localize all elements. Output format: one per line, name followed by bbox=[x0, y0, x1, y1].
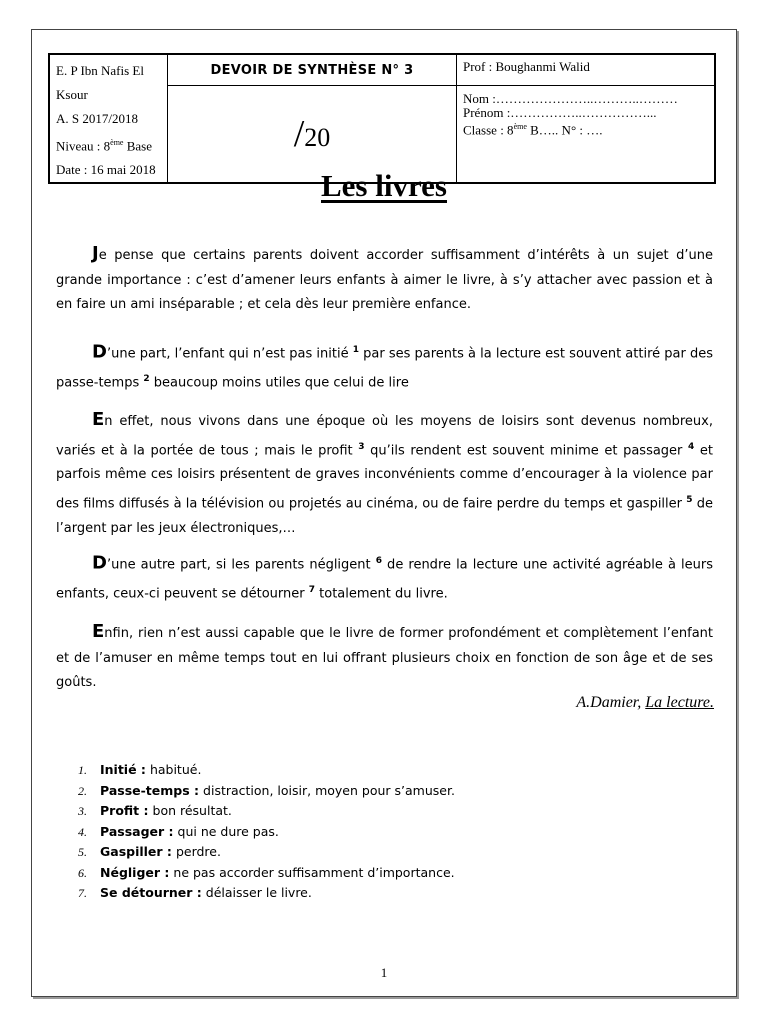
vocab-item: 6. Négliger : ne pas accorder suffisamment d’importance. bbox=[78, 864, 455, 880]
prenom-field[interactable]: Prénom :……………..……………... bbox=[463, 105, 657, 120]
exam-header bbox=[48, 53, 716, 184]
level: Niveau : 8ème Base bbox=[56, 138, 153, 154]
vocabulary-list bbox=[78, 760, 678, 904]
paragraph-3: En effet, nous vivons dans une époque où les moyens de loisirs sont devenus nombreux, variés et à la portée de tous ; mais le profit $^3$ qu’ils rendent est souvent minime et passager $^4$ et parfois même ces loisirs présentent de graves inconvénients comme d’encourager à la violence par des films diffusés à la télévision ou projetés au cinéma, ou de faire perdre du temps et gaspiller $^5$ de l’argent par les jeux électroniques,… bbox=[56, 409, 714, 536]
exam-date: Date : 16 mai 2018 bbox=[56, 162, 156, 178]
teacher-name: Prof : Boughanmi Walid bbox=[457, 54, 716, 86]
signature: A.Damier, La lecture. bbox=[576, 694, 714, 711]
vocab-item: 5. Gaspiller : perdre. bbox=[78, 844, 221, 859]
score-slash: / bbox=[293, 113, 305, 156]
vocab-item: 2. Passe-temps : distraction, loisir, moyen pour s’amuser. bbox=[78, 782, 455, 798]
paragraph-1: Je pense que certains parents doivent accorder suffisamment d’intérêts à un sujet d’une grande importance : c’est d’amener leurs enfants à aimer le livre, à s’y attacher avec passion et à en faire un ami inséparable ; et cela dès leur première enfance. bbox=[56, 243, 713, 312]
paragraph-5: Enfin, rien n’est aussi capable que le livre de former profondément et complètement l’enfant et de l’amuser en même temps tout en lui offrant plusieurs choix en fonction de son âge et de ses goûts. bbox=[56, 621, 713, 690]
vocab-item: 1. Initié : habitué. bbox=[78, 762, 202, 777]
school-info bbox=[49, 54, 168, 183]
vocab-item: 3. Profit : bon résultat. bbox=[78, 803, 232, 818]
school-year: A. S 2017/2018 bbox=[56, 111, 138, 126]
page-number: 1 bbox=[380, 965, 388, 980]
score-total: 20 bbox=[304, 123, 331, 153]
paragraph-4: D’une autre part, si les parents négligent $^6$ de rendre la lecture une activité agréable à leurs enfants, ceux-ci peuvent se détourner $^7$ totalement du livre. bbox=[56, 552, 714, 602]
paragraph-2: D’une part, l’enfant qui n’est pas initié $^1$ par ses parents à la lecture est souvent attiré par des passe-temps $^2$ beaucoup moins utiles que celui de lire bbox=[56, 341, 713, 391]
school-name: E. P Ibn Nafis El Ksour bbox=[56, 63, 144, 102]
vocab-item: 4. Passager : qui ne dure pas. bbox=[78, 823, 279, 839]
text-title: Les livres bbox=[321, 168, 447, 203]
vocab-item: 7. Se détourner : délaisser le livre. bbox=[78, 885, 312, 900]
nom-field[interactable]: Nom :…………………..………..……… bbox=[463, 91, 678, 106]
exam-title: DEVOIR DE SYNTHÈSE N° 3 bbox=[168, 54, 457, 86]
classe-field[interactable]: Classe : 8ème B….. N° : …. bbox=[463, 122, 603, 138]
